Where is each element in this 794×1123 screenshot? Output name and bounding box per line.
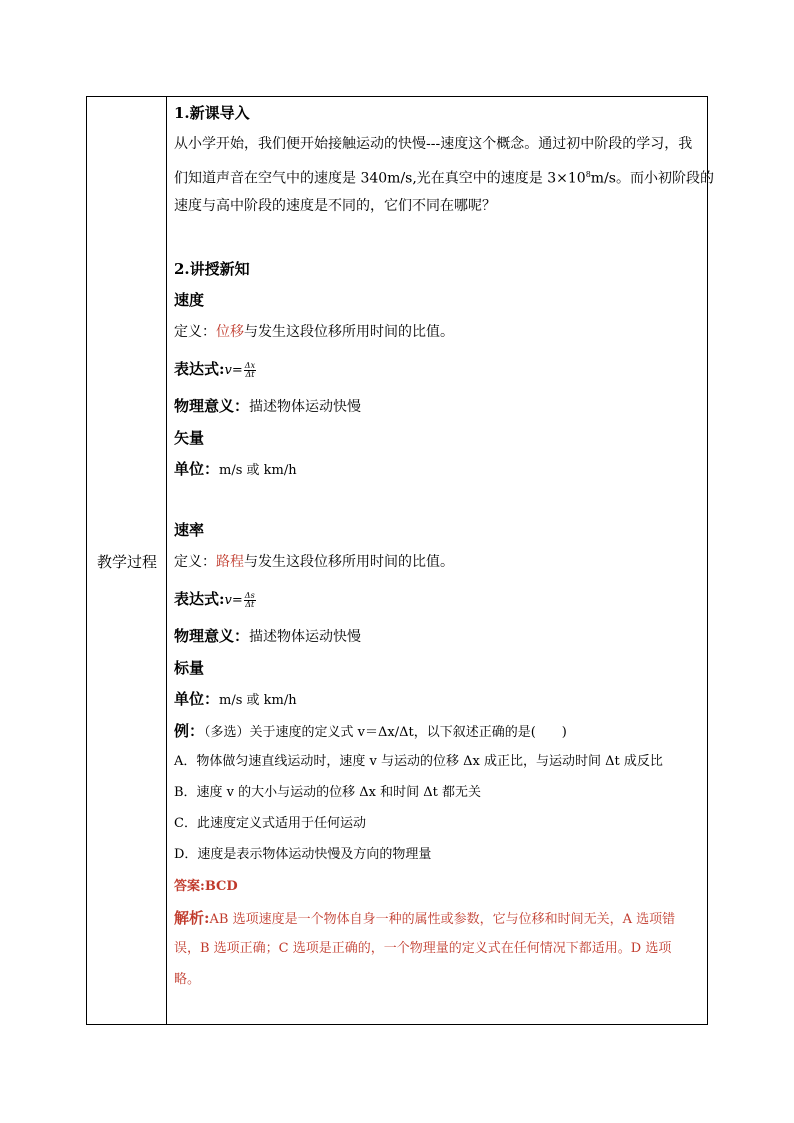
rate-meaning: 物理意义：描述物体运动快慢	[174, 627, 362, 645]
new-heading: 2.讲授新知	[174, 260, 250, 278]
intro-line-1: 从小学开始，我们便开始接触运动的快慢---速度这个概念。通过初中阶段的学习，我	[174, 136, 693, 152]
rate-unit: 单位：m/s 或 km/h	[174, 690, 297, 708]
option-b: B．速度 v 的大小与运动的位移 Δx 和时间 Δt 都无关	[174, 785, 482, 800]
option-d: D．速度是表示物体运动快慢及方向的物理量	[174, 847, 432, 862]
rate-fraction: $\frac{\Delta s}{\Delta t}$	[244, 590, 255, 609]
speed-definition: 定义：位移与发生这段位移所用时间的比值。	[174, 324, 454, 340]
rate-title: 速率	[174, 521, 205, 539]
section-label: 教学过程	[96, 553, 157, 571]
analysis-line-2: 误，B 选项正确；C 选项是正确的，一个物理量的定义式在任何情况下都适用。D 选项	[174, 941, 672, 956]
analysis-line-3: 略。	[174, 972, 201, 987]
left-column	[87, 97, 167, 1024]
rate-expression: 表达式:v= $\frac{\Delta s}{\Delta t}$	[174, 590, 255, 609]
analysis-line-1: 解析:AB 选项速度是一个物体自身一种的属性或参数，它与位移和时间无关，A 选项错	[174, 909, 676, 927]
speed-kind: 矢量	[174, 429, 205, 447]
option-c: C．此速度定义式适用于任何运动	[174, 816, 366, 831]
speed-meaning: 物理意义：描述物体运动快慢	[174, 397, 362, 415]
rate-kind: 标量	[174, 659, 205, 677]
intro-heading: 1.新课导入	[174, 104, 250, 122]
intro-line-3: 速度与高中阶段的速度是不同的，它们不同在哪呢？	[174, 198, 496, 214]
speed-expression: 表达式:v= $\frac{\Delta x}{\Delta t}$	[174, 360, 256, 379]
option-a: A．物体做匀速直线运动时，速度 v 与运动的位移 Δx 成正比，与运动时间 Δt 成反比	[174, 754, 663, 769]
speed-fraction: $\frac{\Delta x}{\Delta t}$	[244, 360, 256, 379]
rate-definition: 定义：路程与发生这段位移所用时间的比值。	[174, 554, 454, 570]
speed-title: 速度	[174, 291, 205, 309]
speed-unit: 单位：m/s 或 km/h	[174, 460, 297, 478]
lesson-table	[86, 96, 714, 1025]
example-question: 例：（多选）关于速度的定义式 v＝Δx/Δt，以下叙述正确的是( )	[174, 722, 567, 740]
intro-line-2: 们知道声音在空气中的速度是 340m/s,光在真空中的速度是 $3\times 10^8m/s$。而小初阶段的	[174, 170, 714, 187]
answer: 答案:BCD	[174, 879, 238, 894]
